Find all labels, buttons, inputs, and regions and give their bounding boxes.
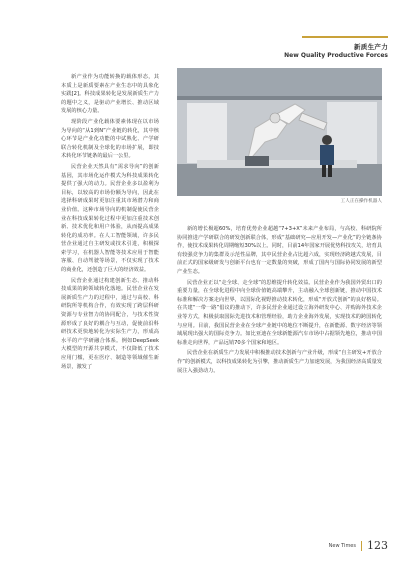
paragraph: 新的增长极超60%，培育优势企业超越“7+3+X”未来产业布局，与高校、科研院所协同推进产学研联合的研发创新联合体，形成“基础研究—应用开发—产业化”的全链条协作，使技术成果转化周期缩短30%以上。同时，目前14年国家开展优势科技攻关，培育具有较强竞争力的集群及示范性品牌，其中民营企业占比超六成，实现经济跨越式发展，目前正式的国家级研发与创新平台也有一定数量的突破，形成了国内与国际协同发展的新型产业生态。	[177, 226, 382, 275]
paragraph: 现阶段产业化载体要素体现在以市场为导向的“从1到N”产业链的转化，其中核心环节是产业化功能的中试熟化、产学研联合转化机制及全球化的市场扩展，即技术转化环节链条的最后一公里。	[61, 118, 159, 160]
left-column	[61, 73, 159, 373]
paragraph: 民营企业通过构建创新生态、推动科技成果的跨领域转化落地。民营企业在发展新质生产力的过程中，通过与高校、科研院所等机构合作，有效实现了跨层科研资源与专业智力的协同配合，与技术性资源形成了良好的耦合与互动，促使前沿科研技术更快地转化为实际生产力，形成高水平的产学研融合体系。例如DeepSeek大模型的开源共享模式，不仅降低了技术应用门槛，更在医疗、制造等领域催生新场景，激发了	[61, 277, 159, 370]
photo-illustration	[177, 68, 382, 196]
page-footer	[329, 539, 388, 552]
photo-caption: 工人正在操作机器人	[340, 199, 382, 204]
section-header	[284, 42, 388, 59]
journal-name: New Times	[328, 542, 356, 549]
paragraph: 民营企业天然具有“需求导向”的创新基因，其市场化运作模式为科技成果转化提供了强大的动力。民营企业多以盈利为目标，以较高的市场份额为导向，因此在选择科研成果时更加注重其市场潜力和商业价值。这种市场导向的机制促使民营企业在科技成果转化过程中更加注重技术创新、技术优化和用户体验，从而提高成果转化的成功率。在人工智能领域，许多民营企业通过自主研发或技术引进，积极探索学习，在机器人智能等技术应用于智能客服、自动驾驶等场景，不仅实现了技术的商业化，还创造了巨大的经济效益。	[61, 163, 159, 274]
paragraph: 民营企业正以“走全球、走全球”的思维提升转化效益。民营企业作为我国外贸出口的重要力量，在全球化进程中向全球价值链高端攀升，主动融入全球创新链，推动中国技术标准和解决方案走向世界，以国际化视野推动技术转化，形成“开放式创新”的良好格局。在共建“一带一路”倡议的推动下，许多民营企业通过设立海外研发中心、并购海外技术企业等方式，积极获取国际先进技术和管理经验，助力企业海外发展，实现技术的跨国转化与应用。目前，我国民营企业在全球产业链中的地位不断提升，在新能源、数字经济等领域展现出强大的国际竞争力。如比亚迪在全球新能源汽车市场中占据领先地位，推动中国标准走向世界，产品远销70多个国家和地区。	[177, 279, 382, 346]
right-column	[177, 225, 382, 377]
section-title-zh: 新质生产力	[354, 43, 388, 51]
header-accent-bar	[302, 36, 388, 38]
section-title-en: New Quality Productive Forces	[284, 52, 388, 59]
page-number: 123	[367, 539, 388, 552]
factory-robot-photo	[177, 68, 382, 196]
paragraph: 新产业作为功能转换的载体形态，其本质上是新质要素在产业生态中的具象化实践[2]。科技成果转化是发展新质生产力的题中之义，是驱动产业增长、推动区域发展的核心力量。	[61, 74, 159, 115]
footer-divider	[361, 541, 362, 551]
paragraph: 民营企业在新质生产力发展中积极推动技术创新与产业升级，形成“自主研发+开放合作”的创新模式，以科技成果转化为引擎，推动新质生产力加速发展，为我国经济高质量发展注入强劲动力。	[177, 350, 383, 374]
